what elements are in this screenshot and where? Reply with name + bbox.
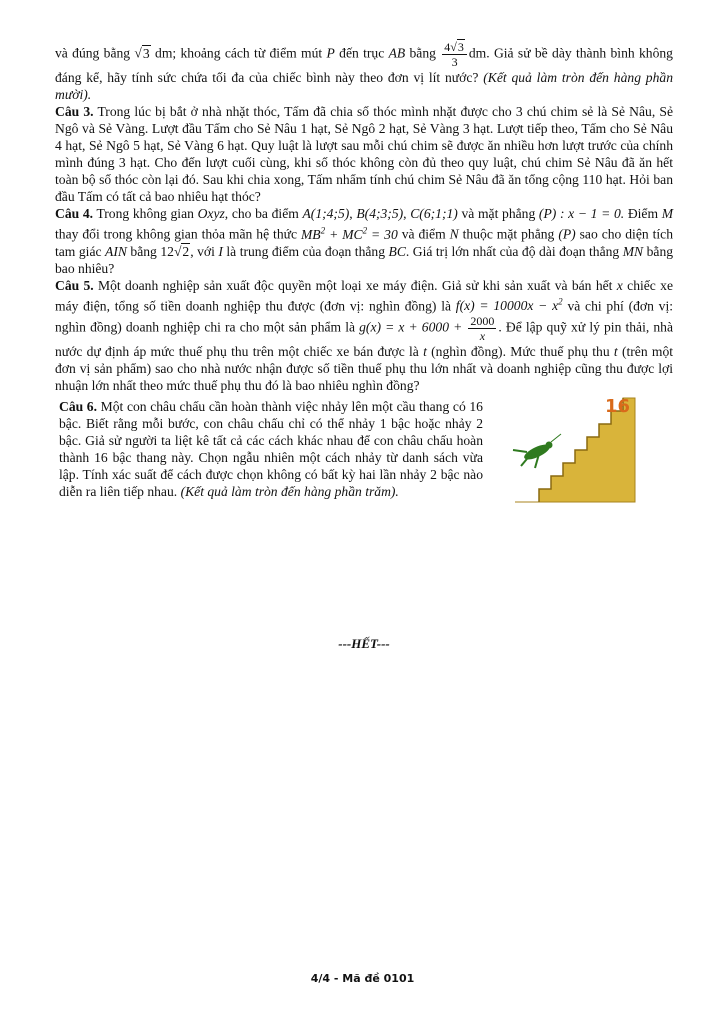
question-2-continuation: và đúng bằng √3 dm; khoảng cách từ điểm mút P đến trục AB bằng $\frac{4√3}{3}$ dm. Giả sử bề dày thành bình không đáng kể, hãy tính sức chứa tối đa của chiếc bình này theo đơn vị lít nước? (Kết quả làm tròn đến hàng phần mười). [55,40,673,102]
grasshopper-icon [513,434,561,468]
question-6 [55,398,673,504]
question-3: Câu 3. Trong lúc bị bắt ở nhà nhặt thóc, Tấm đã chia số thóc mình nhặt được cho 3 chú chim sẻ là Sẻ Nâu, Sẻ Ngô và Sẻ Vàng. Lượt đầu Tấm cho Sẻ Nâu 1 hạt, Sẻ Ngô 2 hạt, Sẻ Vàng 3 hạt. Lượt tiếp theo, Tấm cho Sẻ Nâu 4 hạt, Sẻ Ngô 5 hạt, Sẻ Vàng 6 hạt. Quy luật là lượt sau mỗi chú chim sẽ được ăn nhiều hơn lượt trước của chính mình đúng 3 hạt. Cho đến lượt cuối cùng, khi số thóc không còn đủ theo quy luật, chú chim Sẻ Nâu đã ăn hết toàn bộ số thóc còn lại đó. Sau khi chia xong, Tấm nhẩm tính chú chim Sẻ Nâu đã ăn tổng cộng 110 hạt. Hỏi ban đầu Tấm có tất cả bao nhiêu hạt thóc? [55,104,673,204]
page-footer: 4/4 - Mã đề 0101 [310,972,415,985]
end-marker: ---HẾT--- [338,636,390,651]
question-4: Câu 4. Trong không gian Oxyz, cho ba điểm A(1;4;5), B(4;3;5), C(6;1;1) và mặt phẳng (P) : x − 1 = 0. Điểm M thay đổi trong không gian thỏa mãn hệ thức $MB^2 + MC^2 = 30$ và điểm N thuộc mặt phẳng (P) sao cho diện tích tam giác AIN bằng 12√2, với I là trung điểm của đoạn thẳng BC. Giá trị lớn nhất của độ dài đoạn thẳng MN bằng bao nhiêu? [55,206,674,276]
relation-formula: $MB^2 + MC^2 = 30$ [300,225,398,242]
distance-fraction: $\frac{4√3}{3}$ [442,40,467,69]
grasshopper-stairs-illustration [505,394,645,504]
cost-fraction: $\frac{2000}{x}$ [470,314,495,344]
stairs-number: 16 [605,396,631,418]
question-5: Câu 5. Một doanh nghiệp sản xuất độc quyền một loại xe máy điện. Giả sử khi sản xuất và bán hết x chiếc xe máy điện, tổng số tiền doanh nghiệp thu được (đơn vị: nghìn đồng) là $f(x) = 10000x - x^2$ và chi phí (đơn vị: nghìn đồng) doanh nghiệp chi ra cho một sản phẩm là g(x) = x + 6000 + $\frac{2000}{x}$ . Để lập quỹ xử lý pin thải, nhà nước dự định áp mức thuế phụ thu trên một chiếc xe bán được là t (nghìn đồng). Mức thuế phụ thu t (trên một đơn vị sản phẩm) sao cho nhà nước nhận được số tiền thuế phụ thu lớn nhất và doanh nghiệp cũng thu được lợi nhuận lớn nhất theo mức thuế phụ thu đó là bao nhiêu nghìn đồng? [55,277,674,394]
question-6-text: Câu 6. Một con châu chấu cần hoàn thành việc nhảy lên một cầu thang có 16 bậc. Biết rằng mỗi bước, con châu chấu chỉ có thể nhảy 1 bậc hoặc nhảy 2 bậc. Giả sử người ta liệt kê tất cả các cách khác nhau để con châu chấu hoàn thành 16 bậc thang này. Chọn ngẫu nhiên một cách nhảy từ danh sách vừa lập. Tính xác suất để cách được chọn không có bất kỳ hai lần nhảy 2 bậc nào diễn ra liên tiếp nhau. (Kết quả làm tròn đến hàng phần trăm). [59,399,483,500]
exam-page [55,40,674,651]
